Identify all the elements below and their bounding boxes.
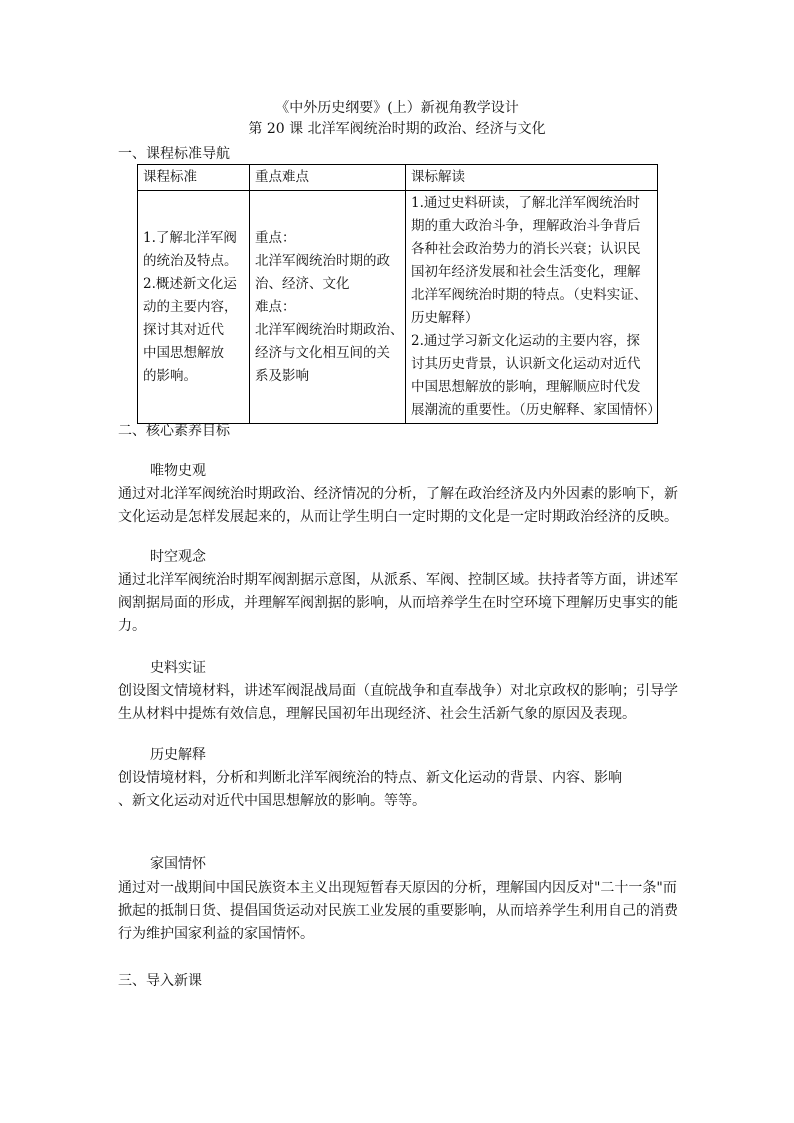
table-header-cell: 课程标准 xyxy=(138,165,250,191)
section-heading-3: 三、导入新课 xyxy=(118,973,202,989)
cell-line: 北洋军阀统治时期的政 xyxy=(255,252,390,269)
cell-line: 讨其历史背景，认识新文化运动对近代 xyxy=(411,356,641,372)
section-heading-2: 二、核心素养目标 xyxy=(118,423,230,439)
curriculum-standard-cell xyxy=(138,191,250,424)
cell-line: 中国思想解放的影响，理解顺应时代发 xyxy=(411,379,641,395)
goal-heading: 家国情怀 xyxy=(150,856,206,872)
key-points-cell xyxy=(250,191,406,424)
paragraph-line: 、新文化运动对近代中国思想解放的影响。等等。 xyxy=(118,793,426,809)
cell-line: 期的重大政治斗争，理解政治斗争背后 xyxy=(411,218,641,234)
goal-heading: 历史解释 xyxy=(150,747,206,763)
table-header-cell: 课标解读 xyxy=(406,165,658,191)
goal-heading: 史料实证 xyxy=(150,660,206,676)
cell-line: 动的主要内容， xyxy=(143,298,238,315)
table-row xyxy=(138,191,658,424)
goal-heading: 唯物史观 xyxy=(150,463,206,479)
cell-line: 历史解释） xyxy=(411,310,479,326)
goal-paragraph xyxy=(118,877,678,946)
cell-line: 各种社会政治势力的消长兴衰；认识民 xyxy=(411,241,641,257)
paragraph-line: 行为维护国家利益的家国情怀。 xyxy=(118,926,314,942)
paragraph-line: 掀起的抵制日货、提倡国货运动对民族工业发展的重要影响，从而培养学生利用自己的消费 xyxy=(118,903,678,919)
cell-line: 经济与文化相互间的关 xyxy=(255,344,390,361)
curriculum-table xyxy=(137,164,661,424)
paragraph-line: 阀割据局面的形成，并理解军阀割据的影响，从而培养学生在时空环境下理解历史事实的能 xyxy=(118,595,678,611)
cell-line: 治、经济、文化 xyxy=(255,275,350,292)
cell-line: 中国思想解放 xyxy=(143,344,224,361)
paragraph-line: 通过对一战期间中国民族资本主义出现短暂春天原因的分析，理解国内因反对"二十一条"而 xyxy=(118,880,677,896)
paragraph-line: 创设图文情境材料，讲述军阀混战局面（直皖战争和直奉战争）对北京政权的影响；引导学 xyxy=(118,683,678,699)
cell-line: 2.通过学习新文化运动的主要内容，探 xyxy=(411,333,640,349)
cell-line: 的影响。 xyxy=(143,367,197,384)
cell-line: 北洋军阀统治时期的特点。（史料实证、 xyxy=(411,287,648,303)
paragraph-line: 创设情境材料，分析和判断北洋军阀统治的特点、新文化运动的背景、内容、影响 xyxy=(118,770,622,786)
paragraph-line: 通过对北洋军阀统治时期政治、经济情况的分析，了解在政治经济及内外因素的影响下，新 xyxy=(118,486,678,502)
cell-line: 北洋军阀统治时期政治、 xyxy=(255,321,404,338)
document-title: 《中外历史纲要》(上）新视角教学设计 xyxy=(275,100,519,116)
paragraph-line: 力。 xyxy=(118,618,146,634)
goal-paragraph xyxy=(118,767,678,813)
standard-interpretation-cell xyxy=(406,191,661,424)
cell-line: 国初年经济发展和社会生活变化，理解 xyxy=(411,264,641,280)
table-header-row xyxy=(138,165,658,191)
cell-line: 1.了解北洋军阀 xyxy=(143,229,237,246)
cell-line: 的统治及特点。 xyxy=(143,252,238,269)
goal-paragraph xyxy=(118,483,678,529)
cell-line: 2.概述新文化运 xyxy=(143,275,237,292)
section-heading-1: 一、课程标准导航 xyxy=(118,146,230,162)
cell-line: 难点： xyxy=(255,298,296,315)
paragraph-line: 通过北洋军阀统治时期军阀割据示意图，从派系、军阀、控制区域。扶持者等方面，讲述军 xyxy=(118,572,678,588)
paragraph-line: 生从材料中提炼有效信息，理解民国初年出现经济、社会生活新气象的原因及表现。 xyxy=(118,706,636,722)
paragraph-line: 文化运动是怎样发展起来的，从而让学生明白一定时期的文化是一定时期政治经济的反映。 xyxy=(118,509,678,525)
table-header-cell: 重点难点 xyxy=(250,165,406,191)
cell-line: 1.通过史料研读，了解北洋军阀统治时 xyxy=(411,195,640,211)
lesson-title: 第 20 课 北洋军阀统治时期的政治、经济与文化 xyxy=(248,121,546,137)
cell-line: 探讨其对近代 xyxy=(143,321,224,338)
goal-paragraph xyxy=(118,680,678,726)
cell-line: 展潮流的重要性。（历史解释、家国情怀） xyxy=(411,402,661,418)
cell-line: 重点： xyxy=(255,229,296,246)
cell-line: 系及影响 xyxy=(255,367,309,384)
goal-paragraph xyxy=(118,569,678,638)
goal-heading: 时空观念 xyxy=(150,549,206,565)
